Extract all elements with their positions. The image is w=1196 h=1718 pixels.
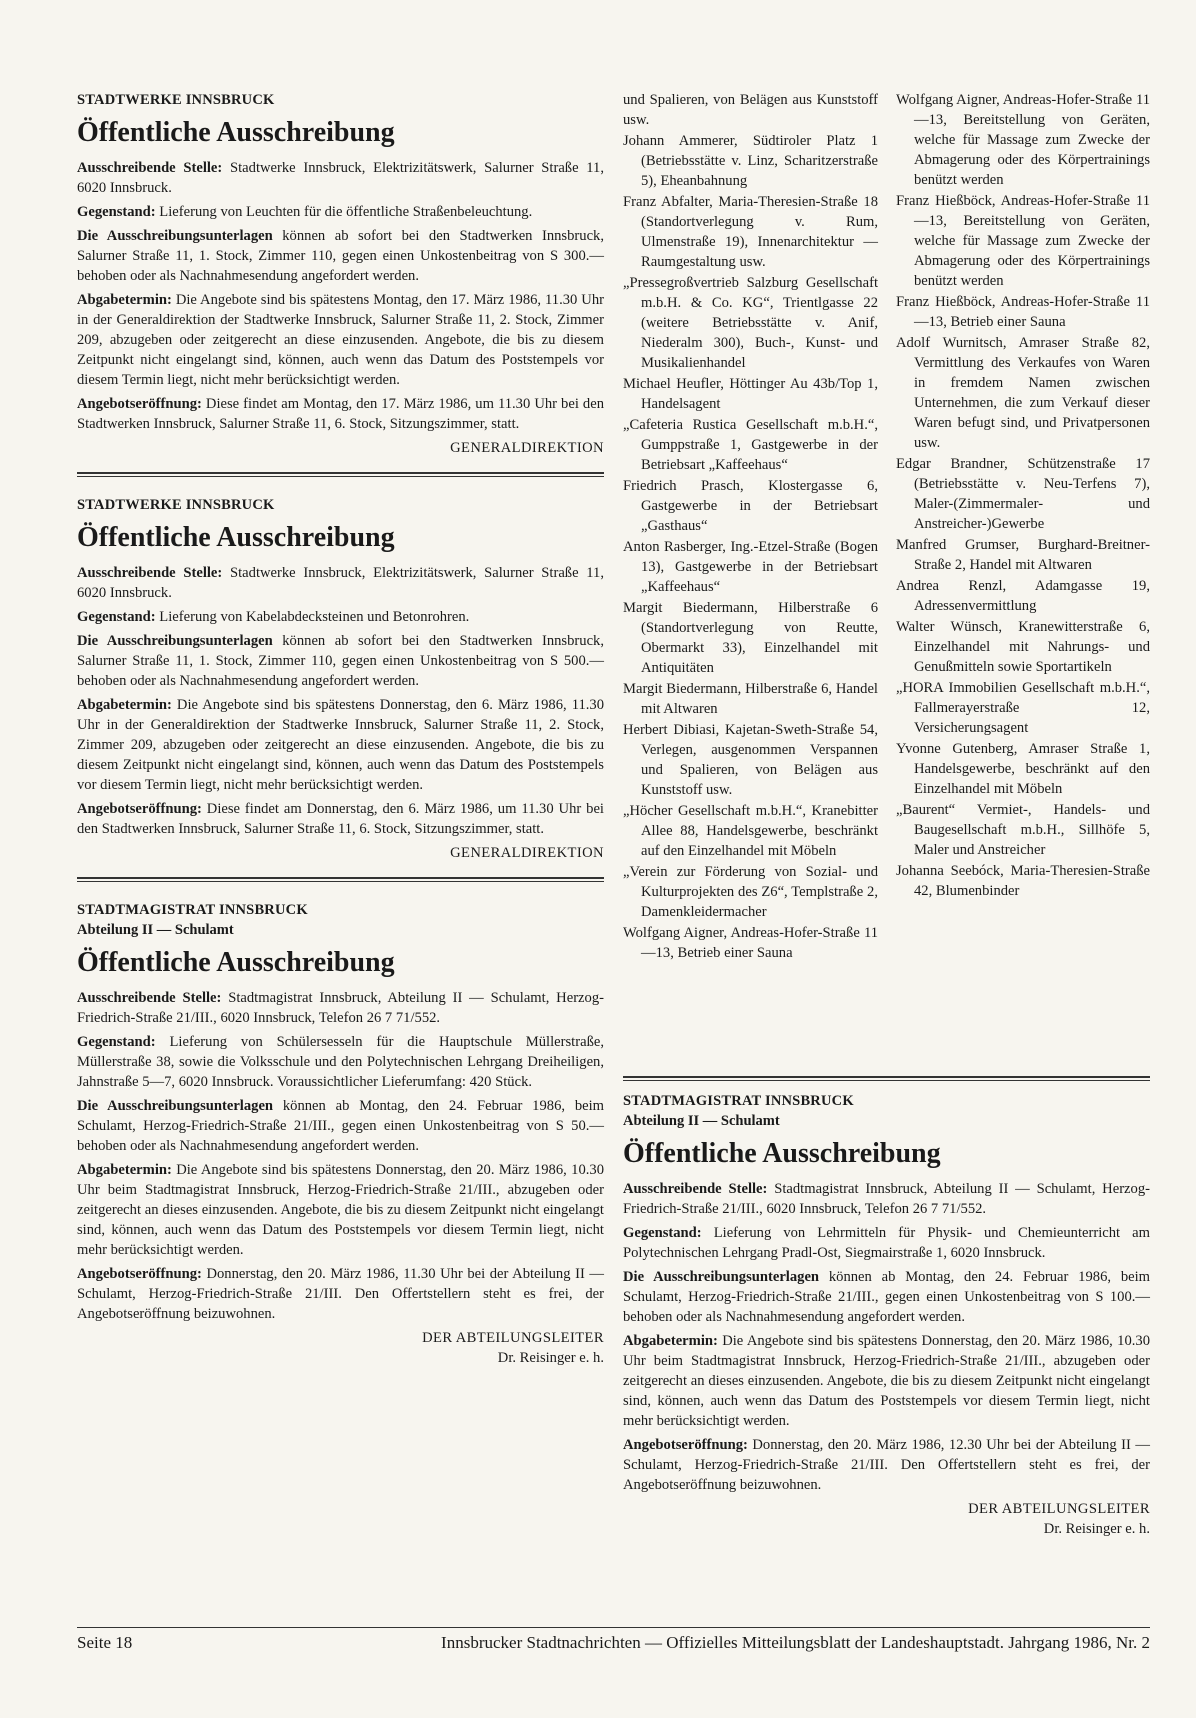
right-notice-area [623, 1076, 1150, 1539]
notice-4-unterlagen: Die Ausschreibungsunterlagen können ab Montag, den 24. Februar 1986, beim Schulamt, Herzog-Friedrich-Straße 21/III., gegen einen Unkostenbeitrag von S 100.— behoben oder als Nachnahmesendung angefordert werden. [623, 1269, 1150, 1325]
list-item: Margit Biedermann, Hilberstraße 6 (Standortverlegung von Reutte, Obermarkt 33), Einzelhandel mit Antiquitäten [623, 600, 878, 676]
notice-1-unterlagen: Die Ausschreibungsunterlagen können ab sofort bei den Stadtwerken Innsbruck, Salurner Straße 11, 1. Stock, Zimmer 110, gegen einen Unkostenbeitrag von S 300.— behoben oder als Nachnahmesendung angefordert werden. [77, 228, 604, 284]
notice-4-title: Öffentliche Ausschreibung [623, 1138, 941, 1169]
divider [623, 1076, 1150, 1081]
notice-3-signature: DER ABTEILUNGSLEITER [422, 1330, 604, 1346]
publication-line: Innsbrucker Stadtnachrichten — Offizielles Mitteilungsblatt der Landeshauptstadt. Jahrgang 1986, Nr. 2 [441, 1633, 1150, 1652]
notice-3-dept: Abteilung II — Schulamt [77, 922, 234, 938]
notice-3-title: Öffentliche Ausschreibung [77, 947, 395, 978]
list-right [896, 90, 1150, 901]
notice-2-abgabetermin: Abgabetermin: Die Angebote sind bis spätestens Donnerstag, den 6. März 1986, 11.30 Uhr in der Generaldirektion der Stadtwerke Innsbruck, Salurner Straße 11, 2. Stock, Zimmer 209, abzugeben oder zeitgerecht an diese einzusenden. Angebote, die bis zu diesem Zeitpunkt nicht eingelangt sind, können, auch wenn das Datum des Poststempels vor diesem Termin liegt, nicht mehr berücksichtigt werden. [77, 697, 604, 793]
middle-column [623, 90, 878, 964]
notice-2-stelle: Ausschreibende Stelle: Stadtwerke Innsbruck, Elektrizitätswerk, Salurner Straße 11, 6020 Innsbruck. [77, 565, 604, 601]
notice-3-gegenstand: Gegenstand: Lieferung von Schülersesseln für die Hauptschule Müllerstraße, Müllerstraße 38, sowie die Volksschule und den Polytechnischen Lehrgang Dreiheiligen, Jahnstraße 5—7, 6020 Innsbruck. Voraussichtlicher Lieferumfang: 420 Stück. [77, 1034, 604, 1090]
list-item: Wolfgang Aigner, Andreas-Hofer-Straße 11—13, Betrieb einer Sauna [623, 925, 878, 961]
list-item: Walter Wünsch, Kranewitterstraße 6, Einzelhandel mit Nahrungs- und Genußmitteln sowie Sportartikeln [896, 619, 1150, 675]
list-item: „Cafeteria Rustica Gesellschaft m.b.H.“, Gumppstraße 1, Gastgewerbe in der Betriebsart „Kaffeehaus“ [623, 417, 878, 473]
notice-4-signature: DER ABTEILUNGSLEITER [968, 1501, 1150, 1517]
notice-4-signer: Dr. Reisinger e. h. [1043, 1521, 1150, 1537]
notice-4-eroeffnung: Angebotseröffnung: Donnerstag, den 20. März 1986, 12.30 Uhr bei der Abteilung II — Schulamt, Herzog-Friedrich-Straße 21/III. Den Offertstellern steht es frei, der Angebotseröffnung beizuwohnen. [623, 1437, 1150, 1493]
notice-3 [77, 900, 604, 1368]
notice-1-abgabetermin: Abgabetermin: Die Angebote sind bis spätestens Montag, den 17. März 1986, 11.30 Uhr in der Generaldirektion der Stadtwerke Innsbruck, Salurner Straße 11, 2. Stock, Zimmer 209, abzugeben oder zeitgerecht an diese einzusenden. Angebote, die bis zu diesem Zeitpunkt nicht eingelangt sind, können, auch wenn das Datum des Poststempels vor diesem Termin liegt, nicht mehr berücksichtigt werden. [77, 292, 604, 388]
notice-4-gegenstand: Gegenstand: Lieferung von Lehrmitteln für Physik- und Chemieunterricht am Polytechnischen Lehrgang Pradl-Ost, Siegmairstraße 1, 6020 Innsbruck. [623, 1225, 1150, 1261]
divider [77, 877, 604, 882]
list-item: Yvonne Gutenberg, Amraser Straße 1, Handelsgewerbe, beschränkt auf den Einzelhandel mit Möbeln [896, 741, 1150, 797]
notice-1-org: STADTWERKE INNSBRUCK [77, 92, 275, 108]
notice-1-gegenstand: Gegenstand: Lieferung von Leuchten für die öffentliche Straßenbeleuchtung. [77, 204, 533, 220]
list-item: Wolfgang Aigner, Andreas-Hofer-Straße 11—13, Bereitstellung von Geräten, welche für Massage zum Zwecke der Abmagerung oder des Körpertrainings benützt werden [896, 92, 1150, 188]
notice-4-org: STADTMAGISTRAT INNSBRUCK [623, 1093, 854, 1109]
list-item: Margit Biedermann, Hilberstraße 6, Handel mit Altwaren [623, 681, 878, 717]
list-item: „Pressegroßvertrieb Salzburg Gesellschaft m.b.H. & Co. KG“, Trientlgasse 22 (weitere Betriebsstätte v. Anif, Niederalm 300), Buch-, Kunst- und Musikalienhandel [623, 275, 878, 371]
right-column [896, 90, 1150, 902]
notice-1-stelle: Ausschreibende Stelle: Stadtwerke Innsbruck, Elektrizitätswerk, Salurner Straße 11, 6020 Innsbruck. [77, 160, 604, 196]
notice-2-org: STADTWERKE INNSBRUCK [77, 497, 275, 513]
notice-1-title: Öffentliche Ausschreibung [77, 117, 395, 148]
list-item: Andrea Renzl, Adamgasse 19, Adressenvermittlung [896, 578, 1150, 614]
list-item: „Verein zur Förderung von Sozial- und Kulturprojekten des Z6“, Templstraße 2, Damenkleidermacher [623, 864, 878, 920]
notice-2-gegenstand: Gegenstand: Lieferung von Kabelabdecksteinen und Betonrohren. [77, 609, 470, 625]
notice-1-eroeffnung: Angebotseröffnung: Diese findet am Montag, den 17. März 1986, um 11.30 Uhr bei den Stadtwerken Innsbruck, Salurner Straße 11, 6. Stock, Sitzungszimmer, statt. [77, 396, 604, 432]
list-item: Anton Rasberger, Ing.-Etzel-Straße (Bogen 13), Gastgewerbe in der Betriebsart „Kaffeehaus“ [623, 539, 878, 595]
list-item: Franz Hießböck, Andreas-Hofer-Straße 11—13, Bereitstellung von Geräten, welche für Massage zum Zwecke der Abmagerung oder des Körpertrainings benützt werden [896, 193, 1150, 289]
notice-3-signer: Dr. Reisinger e. h. [497, 1350, 604, 1366]
notice-3-stelle: Ausschreibende Stelle: Stadtmagistrat Innsbruck, Abteilung II — Schulamt, Herzog-Friedrich-Straße 21/III., 6020 Innsbruck, Telefon 26 7 71/552. [77, 990, 604, 1026]
notice-4-stelle: Ausschreibende Stelle: Stadtmagistrat Innsbruck, Abteilung II — Schulamt, Herzog-Friedrich-Straße 21/III., 6020 Innsbruck, Telefon 26 7 71/552. [623, 1181, 1150, 1217]
notice-3-unterlagen: Die Ausschreibungsunterlagen können ab Montag, den 24. Februar 1986, beim Schulamt, Herzog-Friedrich-Straße 21/III., gegen einen Unkostenbeitrag von S 50.— behoben oder als Nachnahmesendung angefordert werden. [77, 1098, 604, 1154]
list-item: Friedrich Prasch, Klostergasse 6, Gastgewerbe in der Betriebsart „Gasthaus“ [623, 478, 878, 534]
notice-1 [77, 90, 604, 458]
list-item: und Spalieren, von Belägen aus Kunststoff usw. [623, 92, 878, 128]
page-number: Seite 18 [77, 1633, 133, 1652]
list-item: Edgar Brandner, Schützenstraße 17 (Betriebsstätte v. Neu-Terfens 7), Maler-(Zimmermaler- und Anstreicher-)Gewerbe [896, 456, 1150, 532]
notice-3-abgabetermin: Abgabetermin: Die Angebote sind bis spätestens Donnerstag, den 20. März 1986, 10.30 Uhr beim Stadtmagistrat Innsbruck, Herzog-Friedrich-Straße 21/III., abzugeben oder zeitgerecht an dieses einzusenden. Angebote, die bis zu diesem Zeitpunkt nicht eingelangt sind, können, auch wenn das Datum des Poststempels vor diesem Termin liegt, nicht mehr berücksichtigt werden. [77, 1162, 604, 1258]
notice-4 [623, 1091, 1150, 1539]
notice-2-unterlagen: Die Ausschreibungsunterlagen können ab sofort bei den Stadtwerken Innsbruck, Salurner Straße 11, 1. Stock, Zimmer 110, gegen einen Unkostenbeitrag von S 500.— behoben oder als Nachnahmesendung angefordert werden. [77, 633, 604, 689]
list-item: „Baurent“ Vermiet-, Handels- und Baugesellschaft m.b.H., Sillhöfe 5, Maler und Anstreicher [896, 802, 1150, 858]
list-item: Manfred Grumser, Burghard-Breitner-Straße 2, Handel mit Altwaren [896, 537, 1150, 573]
notice-3-eroeffnung: Angebotseröffnung: Donnerstag, den 20. März 1986, 11.30 Uhr bei der Abteilung II — Schulamt, Herzog-Friedrich-Straße 21/III. Den Offertstellern steht es frei, der Angebotseröffnung beizuwohnen. [77, 1266, 604, 1322]
list-item: Johanna Seebóck, Maria-Theresien-Straße 42, Blumenbinder [896, 863, 1150, 899]
list-item: Johann Ammerer, Südtiroler Platz 1 (Betriebsstätte v. Linz, Scharitzerstraße 5), Eheanbahnung [623, 133, 878, 189]
list-item: Franz Abfalter, Maria-Theresien-Straße 18 (Standortverlegung v. Rum, Ulmenstraße 19), Innenarchitektur — Raumgestaltung usw. [623, 194, 878, 270]
notice-4-abgabetermin: Abgabetermin: Die Angebote sind bis spätestens Donnerstag, den 20. März 1986, 10.30 Uhr beim Stadtmagistrat Innsbruck, Herzog-Friedrich-Straße 21/III., abzugeben oder zeitgerecht an dieses einzusenden. Angebote, die bis zu diesem Zeitpunkt nicht eingelangt sind, können, auch wenn das Datum des Poststempels vor diesem Termin liegt, nicht mehr berücksichtigt werden. [623, 1333, 1150, 1429]
list-mid [623, 90, 878, 963]
notice-2-eroeffnung: Angebotseröffnung: Diese findet am Donnerstag, den 6. März 1986, um 11.30 Uhr bei den Stadtwerken Innsbruck, Salurner Straße 11, 6. Stock, Sitzungszimmer, statt. [77, 801, 604, 837]
left-column [77, 90, 604, 1368]
notice-4-dept: Abteilung II — Schulamt [623, 1113, 780, 1129]
list-item: Michael Heufler, Höttinger Au 43b/Top 1, Handelsagent [623, 376, 878, 412]
footer-rule [77, 1627, 1150, 1628]
notice-1-signature: GENERALDIREKTION [450, 440, 604, 456]
notice-3-org: STADTMAGISTRAT INNSBRUCK [77, 902, 308, 918]
notice-2-signature: GENERALDIREKTION [450, 845, 604, 861]
list-item: Franz Hießböck, Andreas-Hofer-Straße 11—13, Betrieb einer Sauna [896, 294, 1150, 330]
list-item: Herbert Dibiasi, Kajetan-Sweth-Straße 54, Verlegen, ausgenommen Verspannen und Spalieren, von Belägen aus Kunststoff usw. [623, 722, 878, 798]
notice-2-title: Öffentliche Ausschreibung [77, 522, 395, 553]
list-item: „Höcher Gesellschaft m.b.H.“, Kranebitter Allee 88, Handelsgewerbe, beschränkt auf den Einzelhandel mit Möbeln [623, 803, 878, 859]
list-item: „HORA Immobilien Gesellschaft m.b.H.“, Fallmerayerstraße 12, Versicherungsagent [896, 680, 1150, 736]
divider [77, 472, 604, 477]
notice-2 [77, 495, 604, 863]
list-item: Adolf Wurnitsch, Amraser Straße 82, Vermittlung des Verkaufes von Waren in fremdem Namen zwischen Unternehmen, die zum Verkauf dieser Waren befugt sind, und Privatpersonen usw. [896, 335, 1150, 451]
